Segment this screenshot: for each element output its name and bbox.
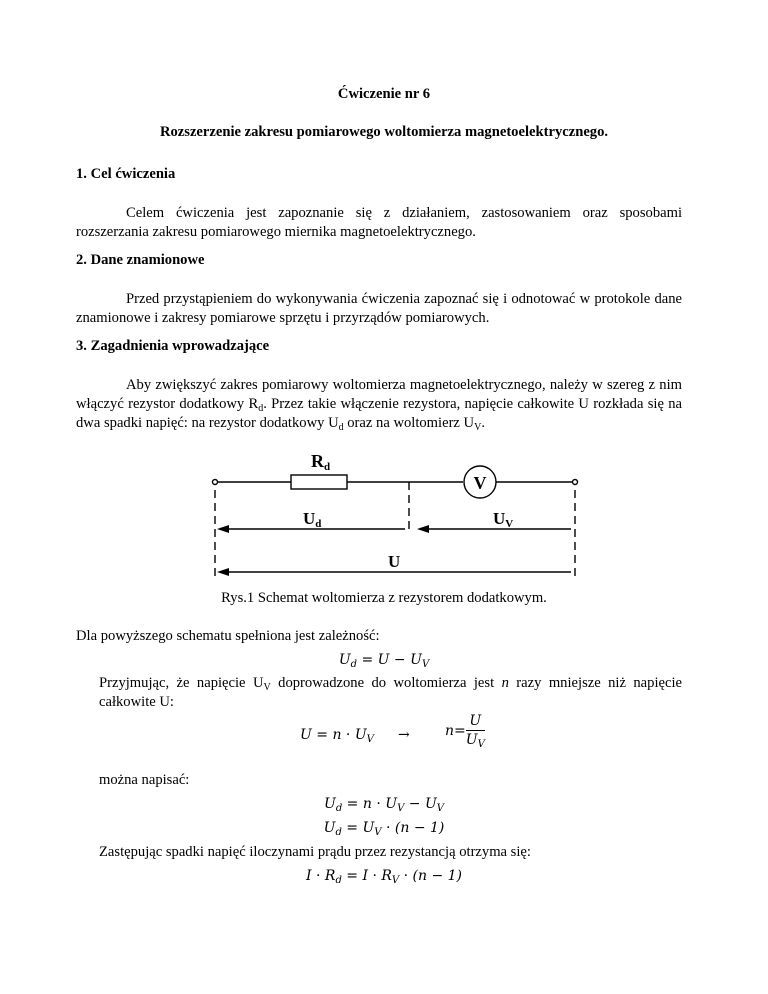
text-after-figure: Dla powyższego schematu spełniona jest zależność: (76, 628, 380, 644)
section-text-2-content: Przed przystąpieniem do wykonywania ćwiczenia zapoznać się i odnotować w protokole dane znamionowe i zakresy pomiarowe sprzętu i przyrządów pomiarowych. (76, 291, 682, 326)
ud-label: Ud (303, 509, 322, 530)
u-label: U (388, 552, 401, 571)
text-assume-n: n (501, 675, 509, 691)
resistor-symbol (291, 475, 347, 489)
circuit-diagram (195, 450, 595, 585)
section-text-1-content: Celem ćwiczenia jest zapoznanie się z działaniem, zastosowaniem oraz sposobami rozszerzania zakresu pomiarowego miernika magnetoelektrycznego. (76, 205, 682, 240)
arrowhead-u (217, 568, 229, 576)
equation-2-arrow: → (398, 727, 410, 743)
text-assume-2: doprowadzone do woltomierza jest (270, 675, 502, 691)
figure-caption: Rys.1 Schemat woltomierza z rezystorem dodatkowym. (221, 590, 547, 606)
subscript-d: d (338, 422, 344, 433)
subscript-v: V (474, 422, 482, 433)
equation-5: $I \cdot R_d = I \cdot R_V \cdot (n - 1)$ (306, 868, 462, 886)
section-text-1 (76, 204, 682, 242)
text-assume-1: Przyjmując, że napięcie U (99, 675, 264, 691)
text-assume-3: razy mniejsze niż napięcie całkowite U: (99, 675, 682, 710)
equation-3: $U_d = n \cdot U_V - U_V$ (324, 796, 444, 814)
section-heading-3: 3. Zagadnienia wprowadzające (76, 338, 270, 354)
subscript-d: d (258, 403, 264, 414)
equation-2-right: n= $\frac{U}{U_V}$ (445, 713, 485, 750)
section-text-3-part3: oraz na woltomierz U (343, 415, 475, 431)
section-heading-2: 2. Dane znamionowe (76, 252, 205, 268)
equation-4: $U_d = U_V \cdot (n - 1)$ (323, 820, 445, 838)
section-text-3-part1: Aby zwiększyć zakres pomiarowy woltomierza magnetoelektrycznego, należy w szereg z nim włączyć rezystor dodatkowy R (76, 377, 682, 412)
subscript-v: V (263, 682, 271, 693)
document-subtitle: Rozszerzenie zakresu pomiarowego woltomierza magnetoelektrycznego. (159, 124, 609, 140)
equation-2-left: $U = n \cdot U_V$ (300, 727, 374, 745)
uv-label: UV (493, 509, 514, 530)
section-heading-1: 1. Cel ćwiczenia (76, 166, 176, 182)
arrowhead-uv (417, 525, 429, 533)
resistor-label: Rd (311, 451, 331, 473)
equation-1: $U_d = U - U_V$ (338, 652, 430, 670)
terminal-right (573, 480, 578, 485)
terminal-left (213, 480, 218, 485)
document-title: Ćwiczenie nr 6 (337, 86, 431, 102)
section-text-3-part4: . (481, 415, 485, 431)
text-replacing: Zastępując spadki napięć iloczynami prądu przez rezystancją otrzyma się: (99, 844, 531, 860)
section-text-3-part2: . Przez takie włączenie rezystora, napięcie całkowite U rozkłada się na dwa spadki napięć: na rezystor dodatkowy U (76, 396, 682, 431)
voltmeter-label: V (473, 473, 487, 493)
section-text-3 (76, 376, 682, 433)
section-text-2 (76, 290, 682, 328)
text-can-write: można napisać: (99, 772, 190, 788)
arrowhead-ud (217, 525, 229, 533)
text-assume (99, 674, 682, 712)
